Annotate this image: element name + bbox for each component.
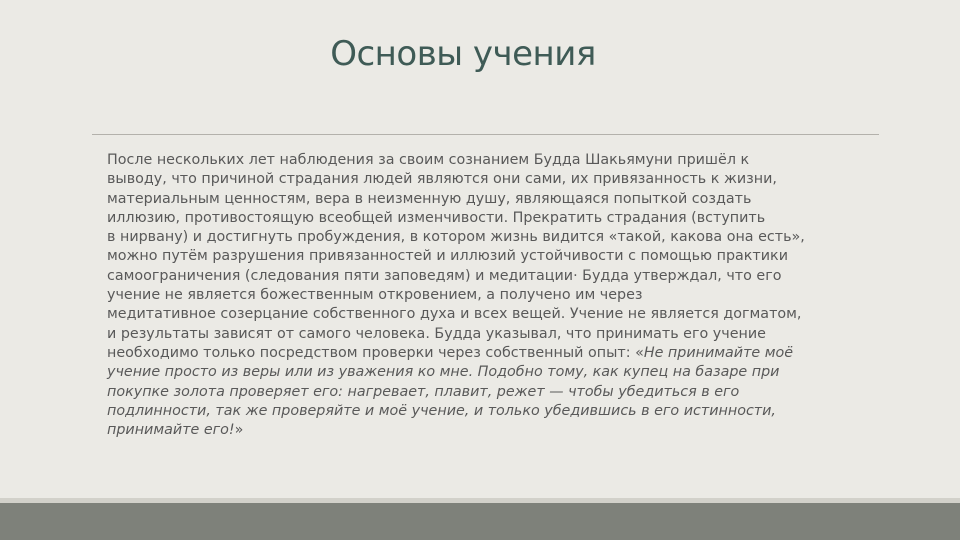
text-segment: необходимо только посредством проверки через собственный опыт: « (107, 344, 644, 361)
quote-segment: учение просто из веры или из уважения ко мне. Подобно тому, как купец на базаре при (107, 364, 780, 381)
quote-segment: принимайте его! (107, 422, 235, 439)
title-divider (92, 134, 879, 135)
text-segment: иллюзию, противостоящую всеобщей изменчивости. Прекратить страдания (вступить (107, 209, 766, 226)
text-line (107, 325, 897, 344)
quote-segment: Не принимайте моё (643, 344, 794, 361)
quote-segment: покупке золота проверяет его: нагревает, плавит, режет — чтобы убедиться в его (107, 383, 740, 400)
closing-quote: » (234, 422, 244, 439)
text-line (107, 267, 897, 286)
text-segment: в нирвану) и достигнуть пробуждения, в котором жизнь видится «такой, какова она есть», (107, 229, 805, 246)
text-segment: самоограничения (следования пяти заповедям) и медитации· Будда утверждал, что его (107, 267, 782, 284)
quote-segment: подлинности, так же проверяйте и моё учение, и только убедившись в его истинности, (107, 402, 776, 419)
text-line (107, 228, 897, 247)
text-line (107, 247, 897, 266)
text-segment: После нескольких лет наблюдения за своим сознанием Будда Шакьямуни пришёл к (107, 152, 750, 168)
text-line (107, 190, 897, 209)
text-line (107, 305, 897, 324)
text-segment: учение не является божественным откровением, а получено им через (107, 287, 643, 304)
text-line (107, 170, 897, 189)
slide-title: Основы учения (330, 34, 596, 74)
text-line (107, 402, 897, 421)
text-line (107, 344, 897, 363)
text-segment: и результаты зависят от самого человека. Будда указывал, что принимать его учение (107, 325, 766, 342)
text-line (107, 286, 897, 305)
text-segment: материальным ценностям, вера в неизменную душу, являющаяся попыткой создать (107, 190, 752, 207)
text-segment: выводу, что причиной страдания людей являются они сами, их привязанность к жизни, (107, 171, 777, 188)
text-line (107, 363, 897, 382)
text-line (107, 383, 897, 402)
footer-bar (0, 503, 960, 540)
body-text (107, 151, 897, 440)
text-line (107, 421, 897, 440)
text-segment: можно путём разрушения привязанностей и иллюзий устойчивости с помощью практики (107, 248, 788, 265)
text-segment: медитативное созерцание собственного духа и всех вещей. Учение не является догматом, (107, 306, 802, 323)
text-line (107, 209, 897, 228)
text-line (107, 151, 897, 170)
